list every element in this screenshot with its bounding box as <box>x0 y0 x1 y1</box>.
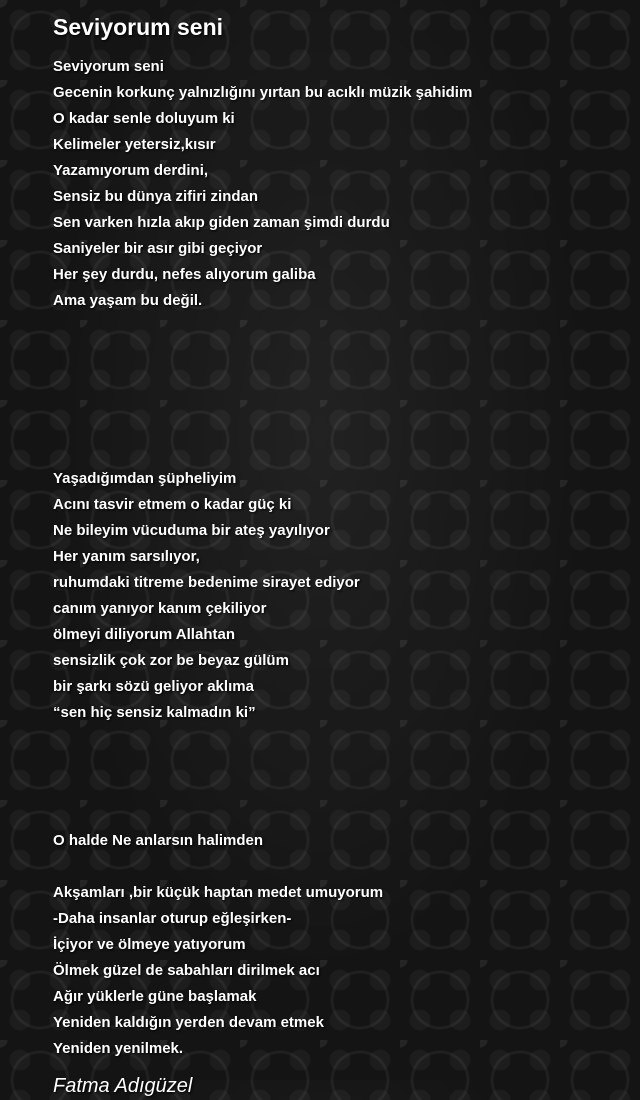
poem-line: Yeniden kaldığın yerden devam etmek <box>53 1014 324 1031</box>
poem-author: Fatma Adıgüzel <box>53 1075 193 1097</box>
poem-line: O kadar senle doluyum ki <box>53 110 235 127</box>
poem-line: bir şarkı sözü geliyor aklıma <box>53 678 254 695</box>
poem-line: Sen varken hızla akıp giden zaman şimdi durdu <box>53 214 390 231</box>
poem-line: O halde Ne anlarsın halimden <box>53 832 264 849</box>
poem-line: Ağır yüklerle güne başlamak <box>53 988 257 1005</box>
poem-line: Ne bileyim vücuduma bir ateş yayılıyor <box>53 522 330 539</box>
stanza-spacer <box>53 726 620 802</box>
stanza-spacer <box>53 314 620 390</box>
stanza-spacer <box>53 854 620 880</box>
poem-line: Yeniden yenilmek. <box>53 1040 184 1057</box>
stanza-3 <box>53 828 620 854</box>
stanza-1 <box>53 54 620 314</box>
poem-line: Her yanım sarsılıyor, <box>53 548 200 565</box>
poem-line: Ölmek güzel de sabahları dirilmek acı <box>53 962 320 979</box>
poem-line: -Daha insanlar oturup eğleşirken- <box>53 910 292 927</box>
stanza-spacer <box>53 390 620 466</box>
poem-body <box>53 54 620 1062</box>
poem-line: Saniyeler bir asır gibi geçiyor <box>53 240 263 257</box>
poem-line: ölmeyi diliyorum Allahtan <box>53 626 235 643</box>
poem-line: Kelimeler yetersiz,kısır <box>53 136 216 153</box>
poem-line: İçiyor ve ölmeye yatıyorum <box>53 936 246 953</box>
poem-line: Akşamları ,bir küçük haptan medet umuyorum <box>53 884 384 901</box>
poem-line: Yaşadığımdan şüpheliyim <box>53 470 237 487</box>
poem-line: sensizlik çok zor be beyaz gülüm <box>53 652 289 669</box>
poem-line: canım yanıyor kanım çekiliyor <box>53 600 267 617</box>
poem-line: “sen hiç sensiz kalmadın ki” <box>53 704 256 721</box>
stanza-4 <box>53 880 620 1062</box>
poem-line: Sensiz bu dünya zifiri zindan <box>53 188 259 205</box>
poem-line: Ama yaşam bu değil. <box>53 292 203 309</box>
poem-title: Seviyorum seni <box>53 14 224 40</box>
poem-line: ruhumdaki titreme bedenime sirayet ediyor <box>53 574 360 591</box>
stanza-2 <box>53 466 620 726</box>
poem-line: Yazamıyorum derdini, <box>53 162 209 179</box>
stanza-spacer <box>53 802 620 828</box>
poem-line: Seviyorum seni <box>53 58 164 75</box>
poem-line: Acını tasvir etmem o kadar güç ki <box>53 496 292 513</box>
poem-line: Her şey durdu, nefes alıyorum galiba <box>53 266 316 283</box>
poem-line: Gecenin korkunç yalnızlığını yırtan bu acıklı müzik şahidim <box>53 84 473 101</box>
